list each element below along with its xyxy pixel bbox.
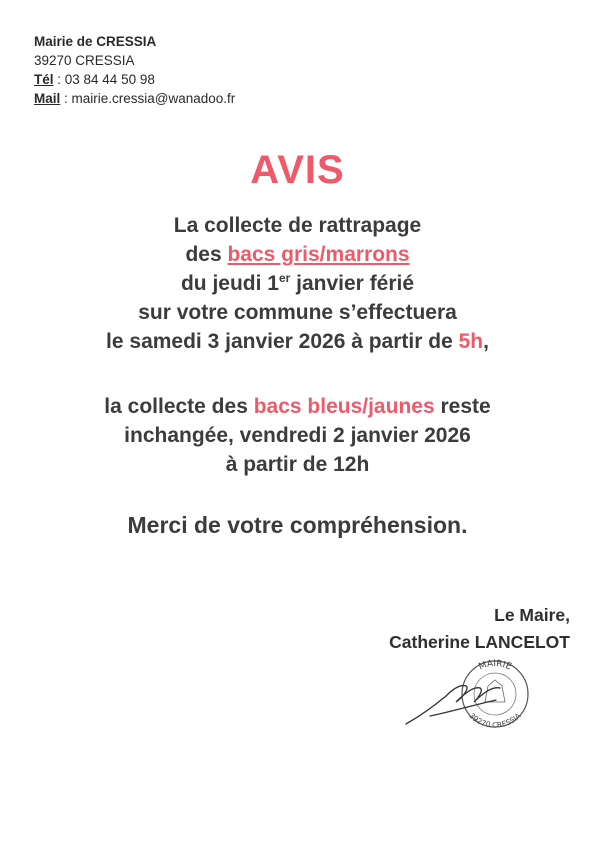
notice-text: janvier férié: [290, 272, 415, 295]
phone-value: : 03 84 44 50 98: [53, 72, 155, 87]
notice-text: ,: [483, 330, 489, 353]
stamp-bottom-text: 39270 CRESSIA: [467, 711, 523, 730]
notice-block-grey-brown: [0, 211, 595, 356]
notice-text: reste: [434, 395, 491, 418]
signature-name: Catherine LANCELOT: [389, 632, 570, 652]
start-hour: 5h: [458, 330, 484, 353]
signature-role: Le Maire,: [494, 605, 570, 625]
notice-text: des: [185, 243, 228, 266]
mail-label: Mail: [34, 91, 61, 106]
notice-line: inchangée, vendredi 2 janvier 2026: [124, 424, 471, 447]
phone-label: Tél: [34, 72, 54, 87]
ordinal-suffix: er: [278, 271, 291, 285]
postal-address: 39270 CRESSIA: [34, 53, 135, 68]
notice-text: du jeudi 1: [180, 272, 279, 295]
notice-line: La collecte de rattrapage: [173, 214, 422, 237]
notice-title: AVIS: [250, 148, 345, 192]
mairie-stamp-and-signature: [400, 650, 570, 730]
notice-line: [0, 327, 595, 356]
mairie-header: [34, 32, 235, 108]
notice-line: [0, 392, 595, 421]
notice-text: la collecte des: [104, 395, 254, 418]
phone-line: [34, 70, 235, 89]
notice-line: sur votre commune s’effectuera: [138, 301, 457, 324]
notice-line: [0, 240, 595, 269]
notice-text: le samedi 3 janvier 2026 à partir de: [106, 330, 459, 353]
bins-grey-brown: bacs gris/marrons: [227, 243, 410, 266]
handwritten-signature: [406, 686, 500, 724]
notice-line: [0, 269, 595, 298]
notice-block-blue-yellow: [0, 392, 595, 479]
bins-blue-yellow: bacs bleus/jaunes: [253, 395, 435, 418]
mail-line: [34, 89, 235, 108]
notice-line: à partir de 12h: [225, 453, 370, 476]
mairie-name: Mairie de CRESSIA: [34, 34, 157, 49]
mail-value: : mairie.cressia@wanadoo.fr: [60, 91, 236, 106]
stamp-top-text: MAIRIE: [477, 659, 513, 673]
thanks-message: Merci de votre compréhension.: [127, 512, 468, 538]
signature-block: [389, 602, 570, 656]
